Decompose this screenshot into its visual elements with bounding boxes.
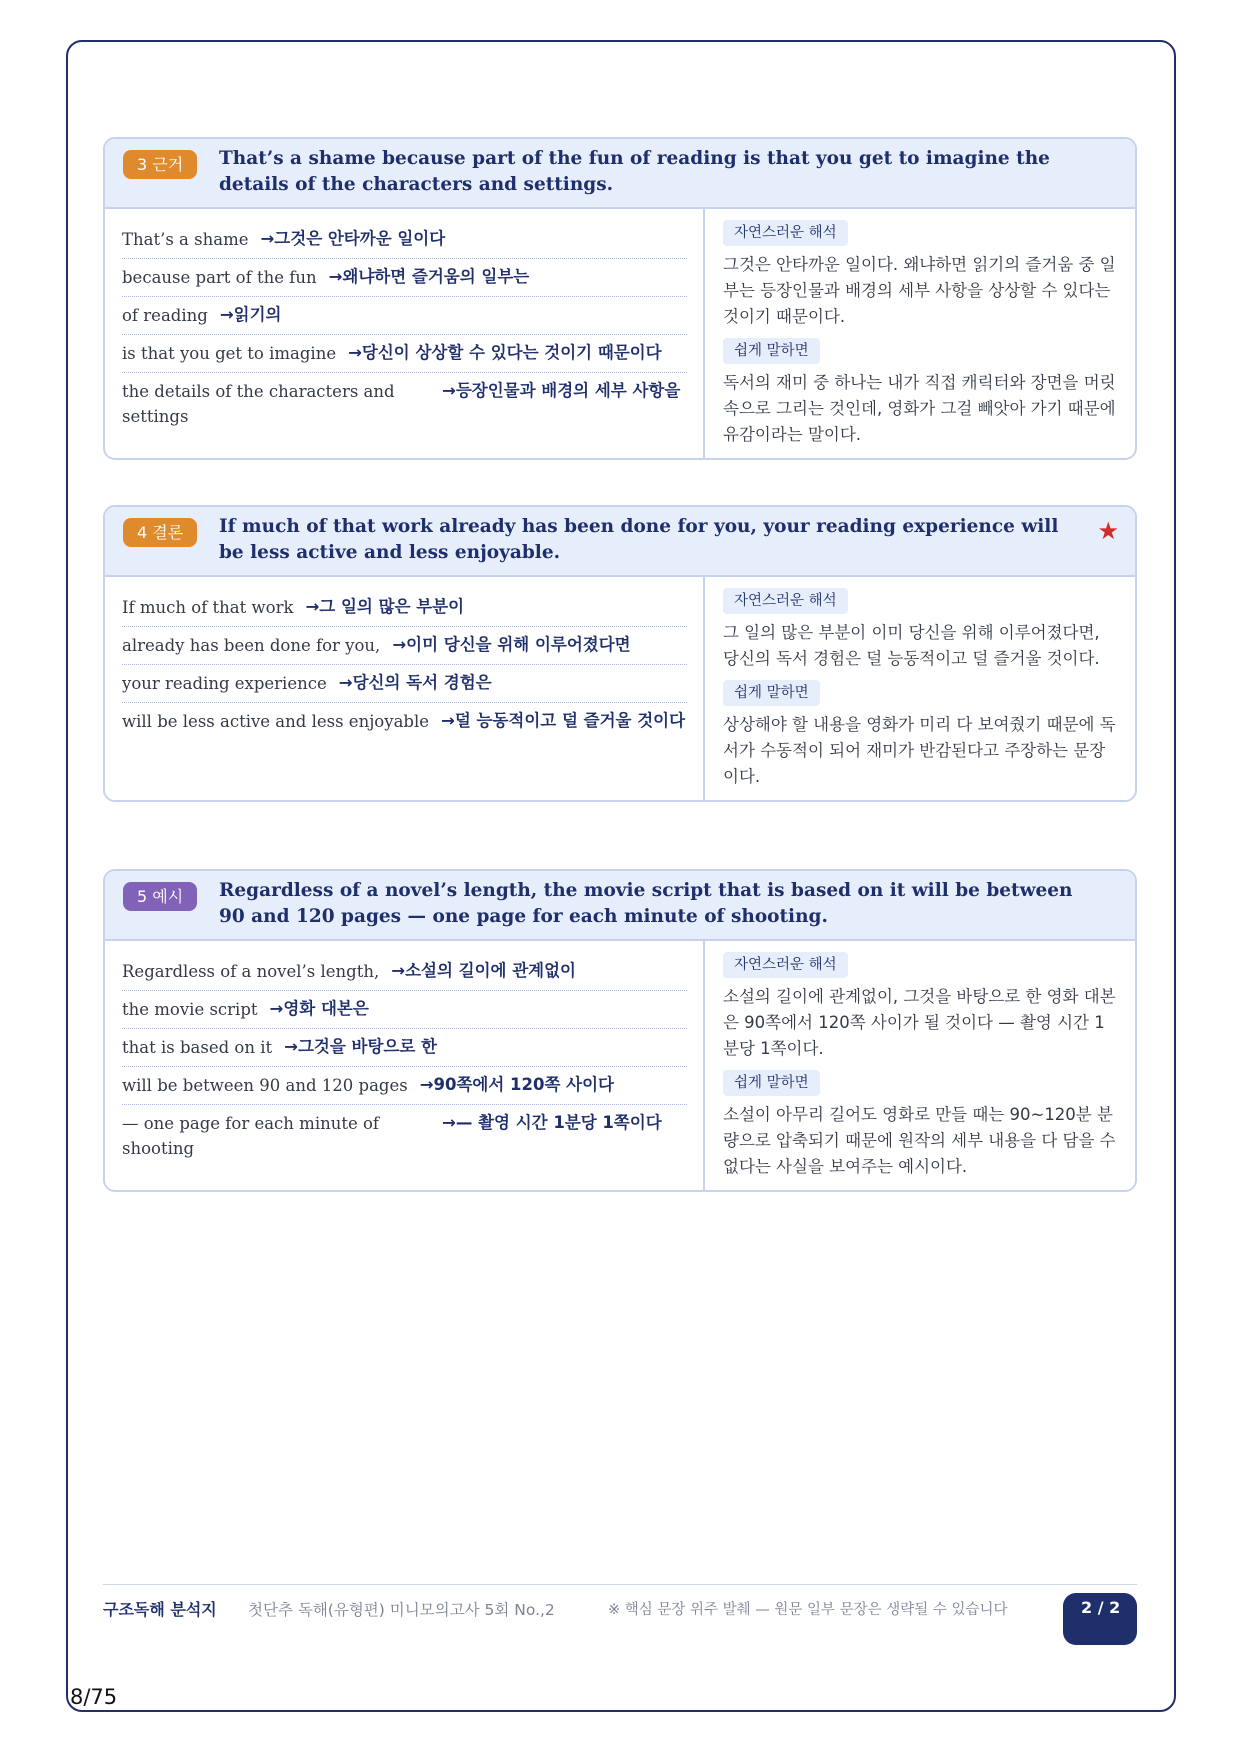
chunk-korean: →그것을 바탕으로 한	[284, 1037, 437, 1056]
natural-translation-text: 그 일의 많은 부분이 이미 당신을 위해 이루어졌다면, 당신의 독서 경험은 덜 능동적이고 덜 즐거울 것이다.	[723, 623, 1100, 668]
footer-note: ※ 핵심 문장 위주 발췌 — 원문 일부 문장은 생략될 수 있습니다	[608, 1602, 1008, 1618]
sheet-number: 8/75	[70, 1685, 118, 1709]
chunk-korean: →그 일의 많은 부분이	[305, 597, 465, 616]
chunk-row	[122, 1029, 687, 1067]
section-header	[105, 507, 1135, 577]
page-indicator: 2 / 2	[1063, 1593, 1137, 1645]
key-sentence: That’s a shame because part of the fun of reading is that you get to imagine the details of the characters and settings.	[219, 148, 1050, 195]
easy-explanation-label: 쉽게 말하면	[723, 680, 820, 706]
chunk-row	[122, 221, 687, 259]
chunk-english: the movie script	[122, 1000, 258, 1019]
natural-translation-label: 자연스러운 해석	[723, 952, 848, 978]
chunk-row	[122, 335, 687, 373]
section-badge: 4 결론	[123, 518, 197, 547]
section-badge: 3 근거	[123, 150, 197, 179]
chunk-row	[122, 373, 687, 435]
natural-translation-label: 자연스러운 해석	[723, 588, 848, 614]
chunk-korean: →왜냐하면 즐거움의 일부는	[328, 267, 530, 286]
easy-explanation-text: 소설이 아무리 길어도 영화로 만들 때는 90~120분 분량으로 압축되기 때문에 원작의 세부 내용을 다 담을 수 없다는 사실을 보여주는 예시이다.	[723, 1105, 1116, 1176]
chunk-english: that is based on it	[122, 1038, 273, 1057]
chunk-korean: →그것은 안타까운 일이다	[260, 229, 446, 248]
chunk-korean: →읽기의	[219, 305, 282, 324]
chunk-korean: →90쪽에서 120쪽 사이다	[419, 1075, 614, 1094]
natural-translation-text: 소설의 길이에 관계없이, 그것을 바탕으로 한 영화 대본은 90쪽에서 120쪽 사이가 될 것이다 — 촬영 시간 1분당 1쪽이다.	[723, 987, 1116, 1058]
footer-title: 첫단추 독해(유형편) 미니모의고사 5회 No.,2	[248, 1601, 555, 1619]
chunk-row	[122, 703, 687, 740]
chunk-row	[122, 589, 687, 627]
chunk-english: Regardless of a novel’s length,	[122, 962, 380, 981]
chunk-korean: →— 촬영 시간 1분당 1쪽이다	[442, 1113, 662, 1132]
chunk-row	[122, 1067, 687, 1105]
chunk-english: That’s a shame	[122, 230, 249, 249]
key-sentence: If much of that work already has been done for you, your reading experience will be less active and less enjoyable.	[219, 516, 1059, 563]
chunk-english: is that you get to imagine	[122, 344, 337, 363]
chunk-row	[122, 991, 687, 1029]
section-card-3	[103, 137, 1137, 460]
chunk-row	[122, 259, 687, 297]
key-sentence: Regardless of a novel’s length, the movie script that is based on it will be between 90 and 120 pages — one page for each minute of shooting.	[219, 880, 1073, 927]
section-badge: 5 예시	[123, 882, 197, 911]
chunk-english: If much of that work	[122, 598, 294, 617]
chunk-korean: →영화 대본은	[269, 999, 369, 1018]
interpretation-panel	[705, 209, 1135, 458]
chunk-english: will be between 90 and 120 pages	[122, 1076, 408, 1095]
chunk-row	[122, 665, 687, 703]
chunk-row	[122, 1105, 687, 1167]
interpretation-panel	[705, 577, 1135, 800]
natural-translation-label: 자연스러운 해석	[723, 220, 848, 246]
section-card-5	[103, 869, 1137, 1192]
chunk-list	[105, 577, 705, 800]
chunk-korean: →당신의 독서 경험은	[338, 673, 492, 692]
chunk-list	[105, 941, 705, 1190]
easy-explanation-text: 독서의 재미 중 하나는 내가 직접 캐릭터와 장면을 머릿속으로 그리는 것인데, 영화가 그걸 빼앗아 가기 때문에 유감이라는 말이다.	[723, 373, 1116, 444]
natural-translation-text: 그것은 안타까운 일이다. 왜냐하면 읽기의 즐거움 중 일부는 등장인물과 배경의 세부 사항을 상상할 수 있다는 것이기 때문이다.	[723, 255, 1116, 326]
easy-explanation-label: 쉽게 말하면	[723, 1070, 820, 1096]
chunk-english: the details of the characters and settings	[122, 382, 395, 426]
easy-explanation-text: 상상해야 할 내용을 영화가 미리 다 보여줬기 때문에 독서가 수동적이 되어 재미가 반감된다고 주장하는 문장이다.	[723, 715, 1116, 786]
star-icon: ★	[1097, 517, 1119, 545]
chunk-row	[122, 297, 687, 335]
chunk-row	[122, 953, 687, 991]
section-header	[105, 871, 1135, 941]
chunk-korean: →덜 능동적이고 덜 즐거울 것이다	[441, 711, 686, 730]
section-card-4	[103, 505, 1137, 802]
chunk-list	[105, 209, 705, 458]
footer-brand: 구조독해 분석지	[103, 1600, 217, 1619]
chunk-korean: →이미 당신을 위해 이루어졌다면	[392, 635, 631, 654]
easy-explanation-label: 쉽게 말하면	[723, 338, 820, 364]
chunk-korean: →소설의 길이에 관계없이	[391, 961, 576, 980]
page-footer	[103, 1584, 1137, 1650]
chunk-row	[122, 627, 687, 665]
interpretation-panel	[705, 941, 1135, 1190]
chunk-english: already has been done for you,	[122, 636, 381, 655]
chunk-english: your reading experience	[122, 674, 327, 693]
chunk-korean: →등장인물과 배경의 세부 사항을	[442, 381, 681, 400]
chunk-korean: →당신이 상상할 수 있다는 것이기 때문이다	[348, 343, 662, 362]
chunk-english: will be less active and less enjoyable	[122, 712, 430, 731]
section-header	[105, 139, 1135, 209]
chunk-english: because part of the fun	[122, 268, 317, 287]
chunk-english: of reading	[122, 306, 208, 325]
chunk-english: — one page for each minute of shooting	[122, 1114, 380, 1158]
